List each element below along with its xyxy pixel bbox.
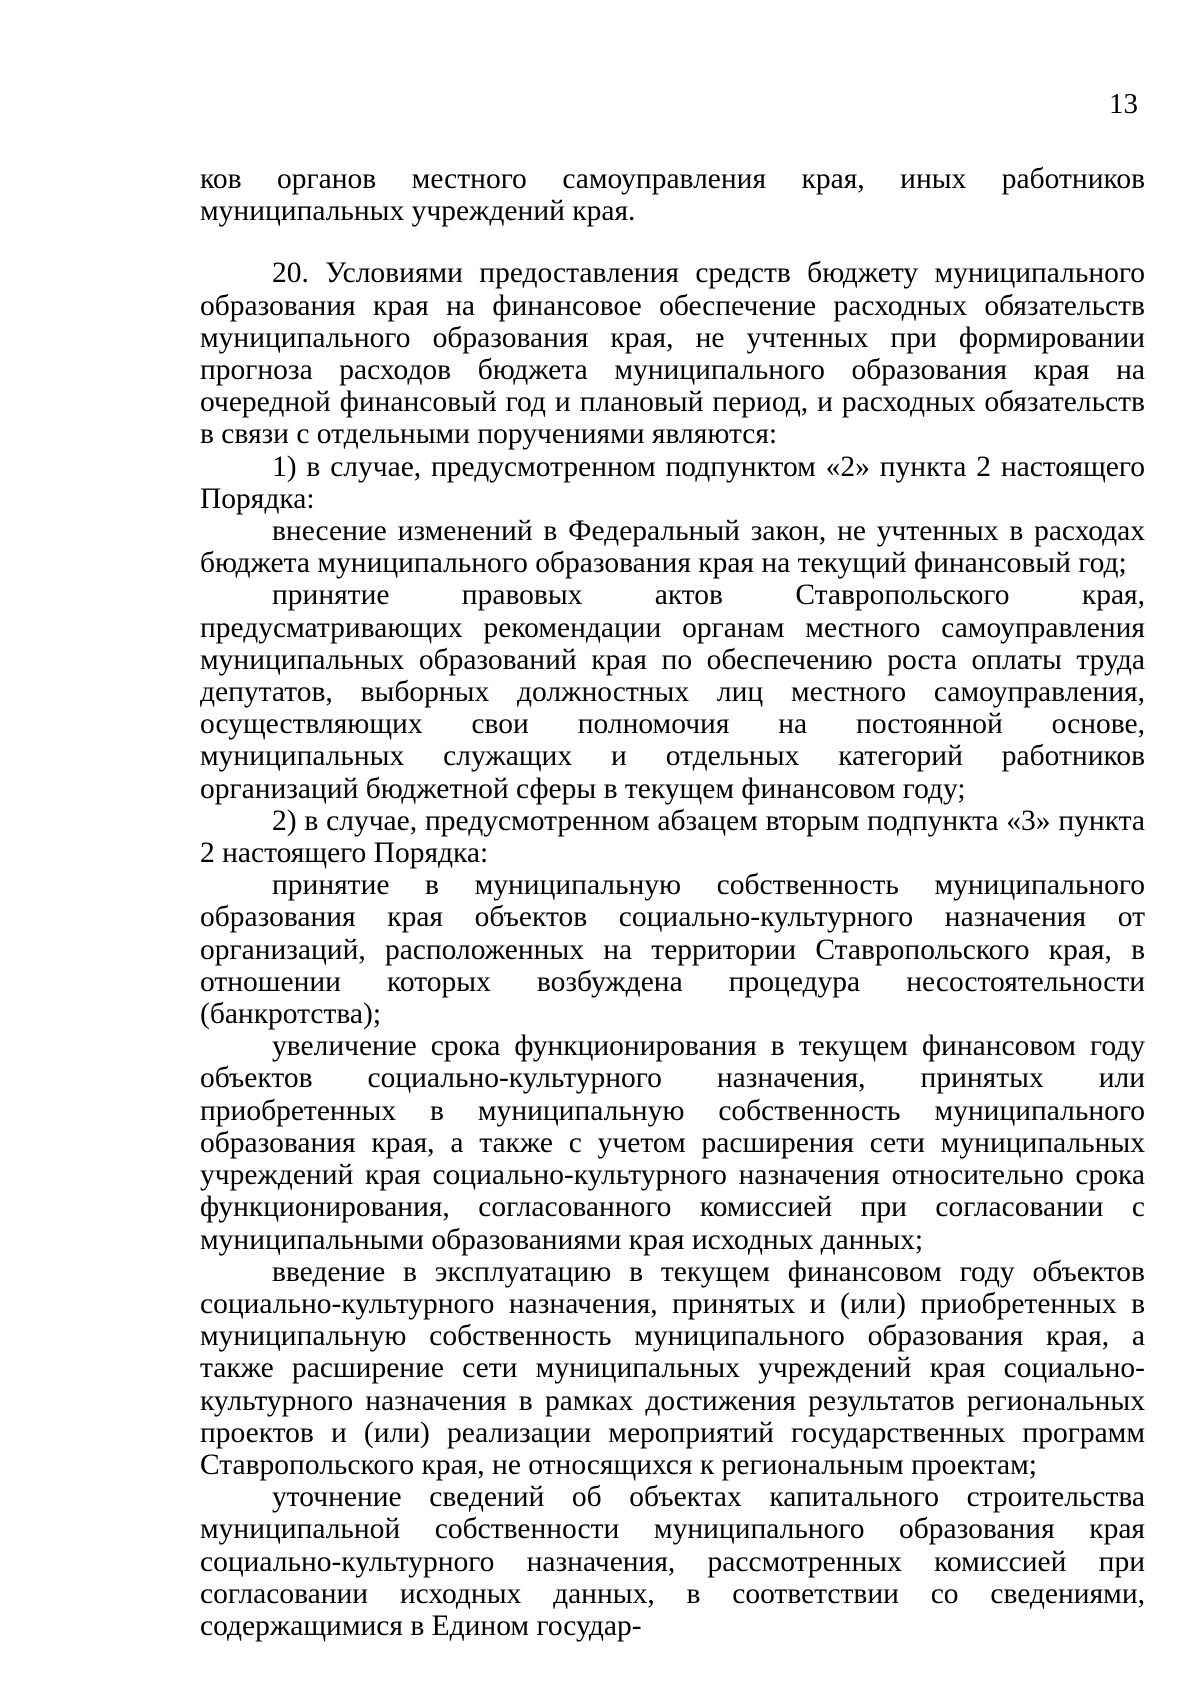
paragraph-item: введение в эксплуатацию в текущем финансовом году объектов социально-культурного назначения, принятых и (или) приобретенных в муниципальную собственность муниципального образования края, а также расширение сети муниципальных учреждений края социально-культурного назначения в рамках достижения результатов региональных проектов и (или) реализации мероприятий государственных программ Ставропольского края, не относящихся к региональным проектам; xyxy=(200,1255,1145,1481)
paragraph-item: внесение изменений в Федеральный закон, не учтенных в расходах бюджета муниципального образования края на текущий финансовый год; xyxy=(200,515,1145,580)
paragraph-clause-20: 20. Условиями предоставления средств бюджету муниципального образования края на финансовое обеспечение расходных обязательств муниципального образования края, не учтенных при формировании прогноза расходов бюджета муниципального образования края на очередной финансовый год и плановый период, и расходных обязательств в связи с отдельными поручениями являются: xyxy=(200,257,1145,451)
document-body xyxy=(200,163,1145,1642)
page-number: 13 xyxy=(1109,88,1138,120)
paragraph-continuation: ков органов местного самоуправления края, иных работников муниципальных учреждений края. xyxy=(200,163,1145,228)
paragraph-item: принятие правовых актов Ставропольского края, предусматривающих рекомендации органам местного самоуправления муниципальных образований края по обеспечению роста оплаты труда депутатов, выборных должностных лиц местного самоуправления, осуществляющих свои полномочия на постоянной основе, муниципальных служащих и отдельных категорий работников организаций бюджетной сферы в текущем финансовом году; xyxy=(200,579,1145,805)
paragraph-subclause-1: 1) в случае, предусмотренном подпунктом «2» пункта 2 настоящего Порядка: xyxy=(200,450,1145,515)
paragraph-item: уточнение сведений об объектах капитального строительства муниципальной собственности муниципального образования края социально-культурного назначения, рассмотренных комиссией при согласовании исходных данных, в соответствии со сведениями, содержащимися в Едином государ- xyxy=(200,1481,1145,1642)
paragraph-item: увеличение срока функционирования в текущем финансовом году объектов социально-культурного назначения, принятых или приобретенных в муниципальную собственность муниципального образования края, а также с учетом расширения сети муниципальных учреждений края социально-культурного назначения относительно срока функционирования, согласованного комиссией при согласовании с муниципальными образованиями края исходных данных; xyxy=(200,1030,1145,1256)
paragraph-item: принятие в муниципальную собственность муниципального образования края объектов социально-культурного назначения от организаций, расположенных на территории Ставропольского края, в отношении которых возбуждена процедура несостоятельности (банкротства); xyxy=(200,869,1145,1031)
paragraph-subclause-2: 2) в случае, предусмотренном абзацем вторым подпункта «3» пункта 2 настоящего Порядка: xyxy=(200,804,1145,870)
